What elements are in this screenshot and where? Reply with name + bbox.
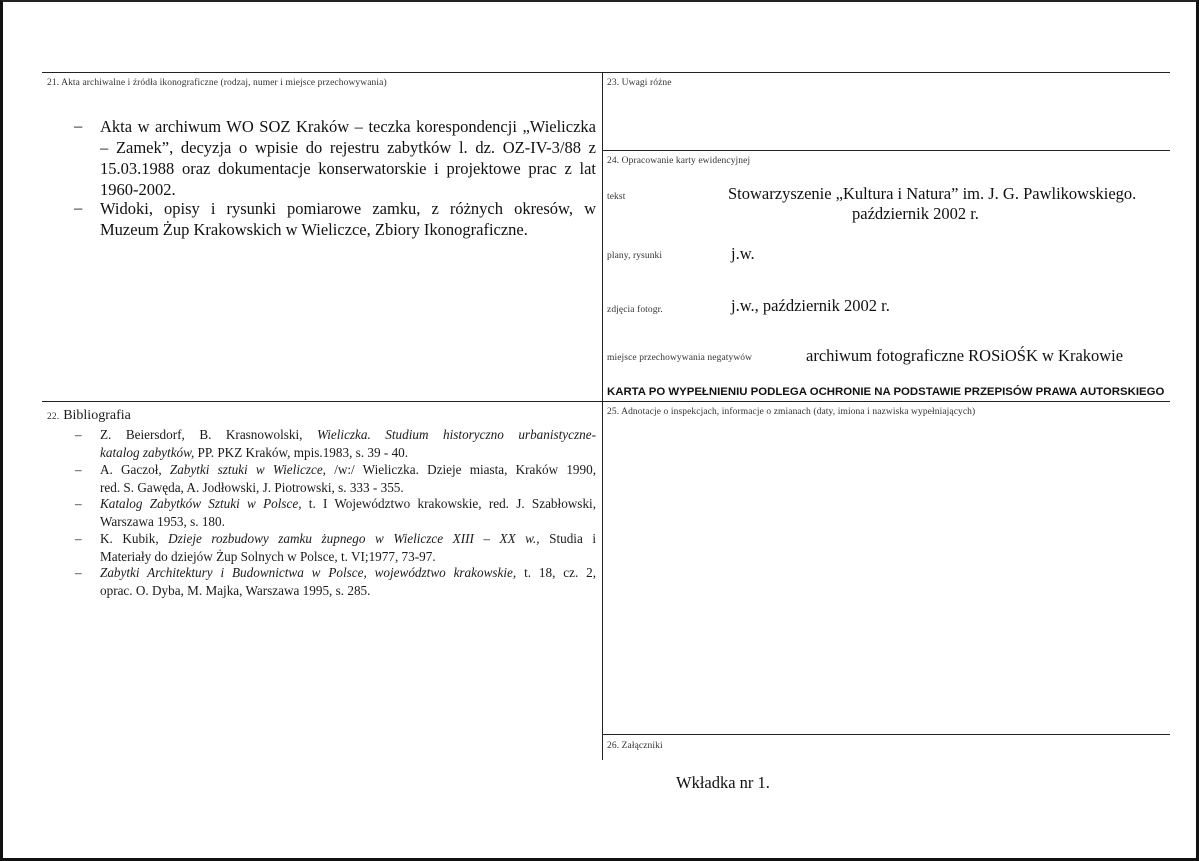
zdjecia-label: zdjęcia fotogr.	[607, 305, 663, 315]
bib-item-4-bullet: –	[75, 531, 82, 546]
divider-25-26	[603, 734, 1170, 735]
plany-label: plany, rysunki	[607, 251, 663, 261]
sec21-item-1-line-4: 1960-2002.	[100, 180, 176, 199]
bib-item-1-line-2	[100, 444, 596, 462]
divider-top	[42, 72, 1170, 73]
bib-item-1-title: Wieliczka. Studium historyczno urbanistyczne-	[316, 427, 596, 442]
bib-item-1-author: Z. Beiersdorf, B. Krasnowolski,	[100, 427, 317, 442]
tekst-label: tekst	[607, 192, 626, 202]
zdjecia-value: j.w., październik 2002 r.	[731, 296, 890, 315]
bib-item-2-source: /w:/ Wieliczka. Dzieje miasta, Kraków 1990,	[325, 462, 596, 477]
sec22-number: 22.	[47, 412, 60, 422]
sec21-item-1-bullet: –	[74, 116, 83, 135]
bib-item-2-line-2: red. S. Gawęda, A. Jodłowski, J. Piotrowski, s. 333 - 355.	[100, 479, 404, 495]
bib-item-4-line-1	[100, 530, 596, 548]
bib-item-2-author: A. Gaczoł,	[100, 462, 170, 477]
sec22-header	[47, 406, 131, 424]
bib-item-5-bullet: –	[75, 565, 82, 580]
bib-item-1-publisher: PP. PKZ Kraków, mpis.1983, s. 39 - 40.	[194, 444, 409, 460]
bib-item-5-line-1	[100, 564, 596, 582]
bib-item-1-bullet: –	[75, 427, 82, 442]
sec25-heading: 25. Adnotacje o inspekcjach, informacje o zmianach (daty, imiona i nazwiska wypełniających)	[607, 407, 976, 417]
sec26-heading: 26. Załączniki	[607, 741, 663, 751]
divider-vertical	[602, 72, 603, 760]
bib-item-4-title: Dzieje rozbudowy zamku żupnego w Wieliczce XIII – XX w.,	[168, 531, 540, 546]
divider-23-24	[603, 150, 1170, 151]
bib-item-3-line-2: Warszawa 1953, s. 180.	[100, 513, 225, 529]
sec21-item-2-bullet: –	[74, 198, 83, 217]
bib-item-3-source: t. I Województwo krakowskie, red. J. Szabłowski,	[301, 496, 596, 511]
bib-item-4-source: Studia i	[539, 531, 597, 546]
plany-value: j.w.	[731, 244, 755, 263]
bib-item-5-line-2: oprac. O. Dyba, M. Majka, Warszawa 1995, s. 285.	[100, 582, 371, 598]
bib-item-5-title: Zabytki Architektury i Budownictwa w Polsce, województwo krakowskie,	[100, 565, 517, 580]
miejsce-value: archiwum fotograficzne ROSiOŚK w Krakowie	[806, 346, 1124, 365]
tekst-value-line-2: październik 2002 r.	[852, 204, 979, 223]
sec21-item-1-line-1: Akta w archiwum WO SOZ Kraków – teczka korespondencji „Wieliczka	[100, 117, 596, 136]
attachment-value: Wkładka nr 1.	[676, 773, 770, 792]
copyright-notice: KARTA PO WYPEŁNIENIU PODLEGA OCHRONIE NA PODSTAWIE PRZEPISÓW PRAWA AUTORSKIEGO	[607, 386, 1165, 398]
sec22-title: Bibliografia	[63, 408, 131, 423]
divider-mid-right	[603, 401, 1170, 402]
divider-mid-left	[42, 401, 603, 402]
sec24-heading: 24. Opracowanie karty ewidencyjnej	[607, 156, 751, 166]
bib-item-2-title: Zabytki sztuki w Wieliczce,	[169, 462, 326, 477]
sec21-item-1-line-3: 15.03.1988 oraz dokumentacje konserwatorskie i projektowe prac z lat	[100, 159, 596, 178]
tekst-value-line-1: Stowarzyszenie „Kultura i Natura” im. J. G. Pawlikowskiego.	[728, 184, 1137, 203]
bib-item-2-line-1	[100, 461, 596, 479]
bib-item-3-line-1	[100, 495, 596, 513]
sec21-heading: 21. Akta archiwalne i źródła ikonograficzne (rodzaj, numer i miejsce przechowywania)	[47, 78, 387, 88]
bib-item-3-title: Katalog Zabytków Sztuki w Polsce,	[100, 496, 302, 511]
bib-item-2-bullet: –	[75, 462, 82, 477]
bib-item-1-title-cont: katalog zabytków,	[100, 444, 195, 460]
sec21-item-2-line-1: Widoki, opisy i rysunki pomiarowe zamku, z różnych okresów, w	[100, 199, 596, 218]
bib-item-4-author: K. Kubik,	[100, 531, 169, 546]
sec23-heading: 23. Uwagi różne	[607, 78, 672, 88]
bib-item-5-source: t. 18, cz. 2,	[516, 565, 596, 580]
bib-item-1-line-1	[100, 426, 596, 444]
miejsce-label: miejsce przechowywania negatywów	[607, 353, 753, 363]
sec21-item-2-line-2: Muzeum Żup Krakowskich w Wieliczce, Zbiory Ikonograficzne.	[100, 220, 528, 239]
bib-item-3-bullet: –	[75, 496, 82, 511]
sec21-item-1-line-2: – Zamek”, decyzja o wpisie do rejestru zabytków l. dz. OZ-IV-3/88 z	[100, 138, 596, 157]
bib-item-4-line-2: Materiały do dziejów Żup Solnych w Polsce, t. VI;1977, 73-97.	[100, 548, 436, 564]
